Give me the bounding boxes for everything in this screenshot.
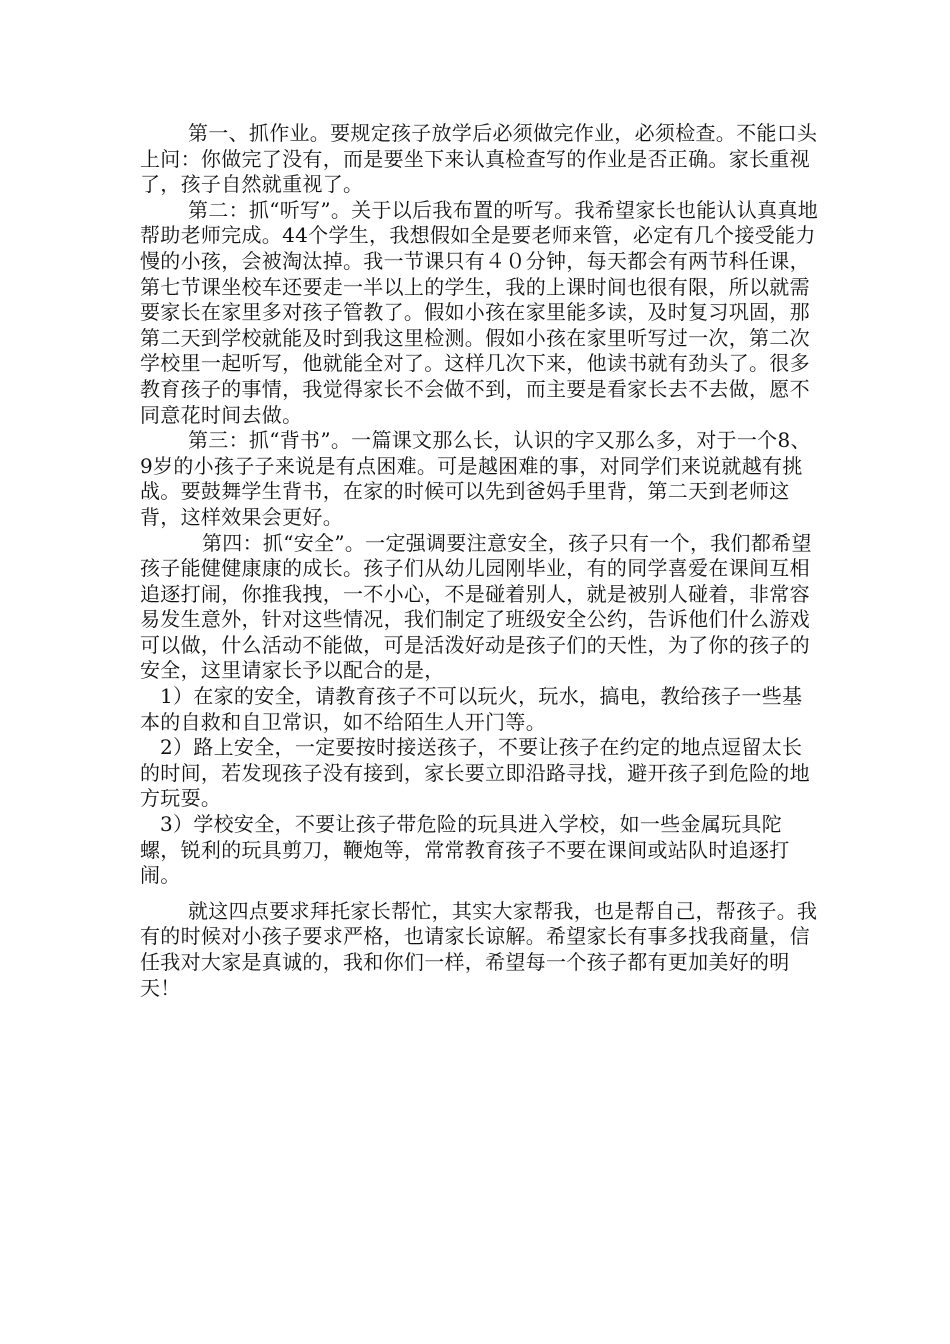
paragraph-recitation: 第三：抓“背书”。一篇课文那么长，认识的字又那么多，对于一个8、9岁的小孩子子来说是有点困难。可是越困难的事，对同学们来说就越有挑战。要鼓舞学生背书，在家的时候可以先到爸妈手里背，第二天到老师这背，这样效果会更好。 [140,428,811,529]
paragraph-closing: 就这四点要求拜托家长帮忙，其实大家帮我，也是帮自己，帮孩子。我有的时候对小孩子要求严格，也请家长谅解。希望家长有事多找我商量，信任我对大家是真诚的，我和你们一样，希望每一个孩子都有更加美好的明天！ [140,898,818,1000]
paragraph-safety-home: 1）在家的安全，请教育孩子不可以玩火，玩水，搞电，教给孩子一些基本的自救和自卫常识，如不给陌生人开门等。 [140,684,803,734]
document-body [140,121,820,1001]
paragraph-safety-road: 2）路上安全，一定要按时接送孩子，不要让孩子在约定的地点逗留太长的时间，若发现孩子没有接到，家长要立即沿路寻找，避开孩子到危险的地方玩耍。 [140,735,810,811]
paragraph-safety: 第四：抓“安全”。一定强调要注意安全，孩子只有一个，我们都希望孩子能健健康康的成长。孩子们从幼儿园刚毕业，有的同学喜爱在课间互相追逐打闹，你推我拽，一不小心，不是碰着别人，就是被别人碰着，非常容易发生意外，针对这些情况，我们制定了班级安全公约，告诉他们什么游戏可以做，什么活动不能做，可是活泼好动是孩子们的天性，为了你的孩子的安全，这里请家长予以配合的是， [140,530,812,683]
paragraph-homework: 第一、抓作业。要规定孩子放学后必须做完作业，必须检查。不能口头上问：你做完了没有，而是要坐下来认真检查写的作业是否正确。家长重视了，孩子自然就重视了。 [140,121,818,197]
paragraph-dictation: 第二：抓“听写”。关于以后我布置的听写。我希望家长也能认认真真地帮助老师完成。44个学生，我想假如全是要老师来管，必定有几个接受能力慢的小孩，会被淘汰掉。我一节课只有４０分钟，每天都会有两节科任课，第七节课坐校车还要走一半以上的学生，我的上课时间也很有限，所以就需要家长在家里多对孩子管教了。假如小孩在家里能多读，及时复习巩固，那第二天到学校就能及时到我这里检测。假如小孩在家里听写过一次，第二次学校里一起听写，他就能全对了。这样几次下来，他读书就有劲头了。很多教育孩子的事情，我觉得家长不会做不到，而主要是看家长去不去做，愿不同意花时间去做。 [140,197,819,427]
paragraph-safety-school: 3）学校安全，不要让孩子带危险的玩具进入学校，如一些金属玩具陀螺，锐利的玩具剪刀，鞭炮等，常常教育孩子不要在课间或站队时追逐打闹。 [140,812,790,888]
